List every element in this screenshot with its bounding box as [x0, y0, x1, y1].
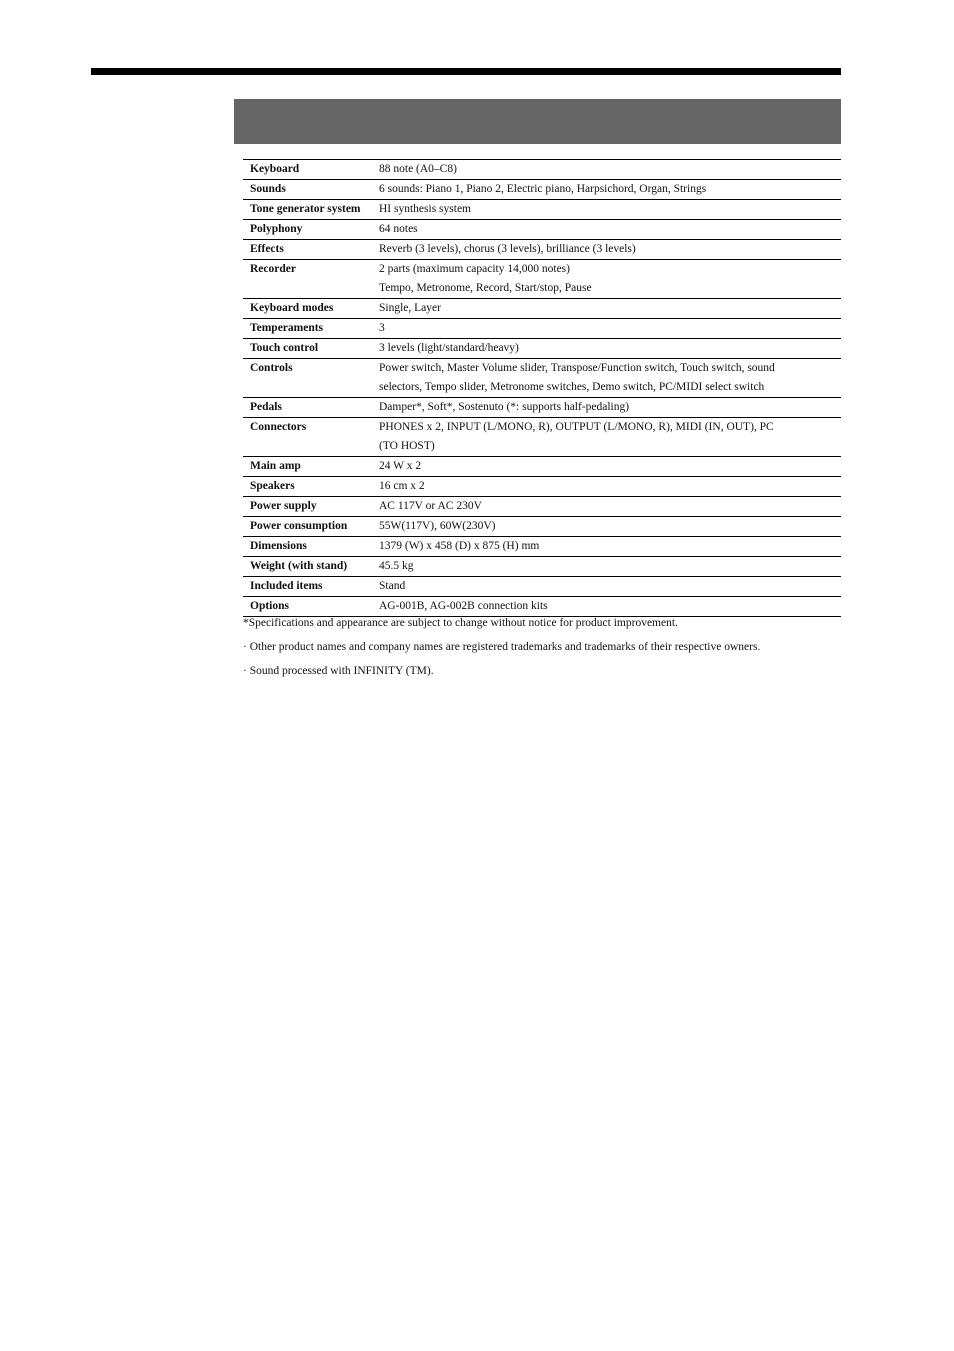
- spec-label: Recorder: [250, 263, 296, 275]
- spec-row: [243, 240, 841, 260]
- spec-value-line: 3 levels (light/standard/heavy): [379, 342, 519, 354]
- spec-value: [379, 240, 841, 260]
- spec-label: Sounds: [250, 183, 286, 195]
- spec-label: Dimensions: [250, 540, 307, 552]
- spec-value: [379, 477, 841, 497]
- spec-value: [379, 160, 841, 180]
- spec-value: [379, 557, 841, 577]
- footnote: *Specifications and appearance are subject to change without notice for product improvement.: [243, 617, 678, 629]
- spec-value-line: 24 W x 2: [379, 460, 422, 472]
- spec-label: Pedals: [250, 401, 282, 413]
- spec-label: Effects: [250, 243, 284, 255]
- spec-label: Controls: [250, 362, 293, 374]
- spec-row: [243, 418, 841, 457]
- spec-value-line: 3: [379, 322, 385, 334]
- spec-label: Speakers: [250, 480, 295, 492]
- spec-value: [379, 359, 841, 398]
- spec-label: Connectors: [250, 421, 307, 433]
- footnote: · Sound processed with INFINITY (TM).: [243, 665, 434, 677]
- spec-row: [243, 339, 841, 359]
- spec-value: [379, 517, 841, 537]
- spec-row: [243, 220, 841, 240]
- spec-value-line: 88 note (A0–C8): [379, 163, 457, 175]
- spec-value-line: selectors, Tempo slider, Metronome switches, Demo switch, PC/MIDI select switch: [379, 381, 765, 393]
- spec-value-line: PHONES x 2, INPUT (L/MONO, R), OUTPUT (L/MONO, R), MIDI (IN, OUT), PC: [379, 421, 774, 433]
- spec-label: Included items: [250, 580, 323, 592]
- spec-value: [379, 200, 841, 220]
- spec-value: [379, 299, 841, 319]
- section-title-bar: [234, 99, 841, 144]
- spec-table: [243, 159, 841, 617]
- spec-value-line: (TO HOST): [379, 440, 435, 452]
- spec-row: [243, 260, 841, 299]
- spec-label: Options: [250, 600, 289, 612]
- spec-row: [243, 557, 841, 577]
- spec-value: [379, 180, 841, 200]
- spec-label: Main amp: [250, 460, 301, 472]
- spec-value: [379, 577, 841, 597]
- spec-value-line: AG-001B, AG-002B connection kits: [379, 600, 548, 612]
- spec-value-line: Reverb (3 levels), chorus (3 levels), brilliance (3 levels): [379, 243, 636, 255]
- spec-value: [379, 537, 841, 557]
- spec-value: [379, 457, 841, 477]
- spec-value: [379, 497, 841, 517]
- spec-label: Tone generator system: [250, 203, 361, 215]
- top-rule: [91, 68, 841, 75]
- spec-row: [243, 299, 841, 319]
- spec-value-line: 6 sounds: Piano 1, Piano 2, Electric piano, Harpsichord, Organ, Strings: [379, 183, 707, 195]
- spec-row: [243, 398, 841, 418]
- footnote: · Other product names and company names are registered trademarks and trademarks of their respective owners.: [243, 641, 761, 653]
- spec-value-line: Power switch, Master Volume slider, Transpose/Function switch, Touch switch, sound: [379, 362, 775, 374]
- spec-row: [243, 359, 841, 398]
- spec-value-line: Tempo, Metronome, Record, Start/stop, Pause: [379, 282, 592, 294]
- spec-label: Polyphony: [250, 223, 303, 235]
- spec-row: [243, 517, 841, 537]
- spec-label: Power supply: [250, 500, 317, 512]
- spec-value-line: 45.5 kg: [379, 560, 414, 572]
- spec-row: [243, 577, 841, 597]
- spec-value-line: Damper*, Soft*, Sostenuto (*: supports half-pedaling): [379, 401, 630, 413]
- spec-value: [379, 260, 841, 299]
- spec-row: [243, 477, 841, 497]
- spec-value-line: HI synthesis system: [379, 203, 471, 215]
- spec-row: [243, 457, 841, 477]
- spec-row: [243, 497, 841, 517]
- spec-row: [243, 319, 841, 339]
- spec-value-line: AC 117V or AC 230V: [379, 500, 482, 512]
- spec-label: Keyboard: [250, 163, 300, 175]
- spec-label: Power consumption: [250, 520, 348, 532]
- spec-value-line: 1379 (W) x 458 (D) x 875 (H) mm: [379, 540, 540, 552]
- spec-row: [243, 180, 841, 200]
- spec-value-line: 64 notes: [379, 223, 418, 235]
- spec-label: Temperaments: [250, 322, 324, 334]
- spec-label: Touch control: [250, 342, 319, 354]
- spec-row: [243, 537, 841, 557]
- spec-value: [379, 220, 841, 240]
- spec-value: [379, 339, 841, 359]
- spec-label: Keyboard modes: [250, 302, 334, 314]
- spec-value: [379, 398, 841, 418]
- spec-row: [243, 200, 841, 220]
- spec-value-line: Stand: [379, 580, 406, 592]
- spec-value: [379, 418, 841, 457]
- spec-value-line: Single, Layer: [379, 302, 441, 314]
- spec-value-line: 16 cm x 2: [379, 480, 425, 492]
- spec-value: [379, 319, 841, 339]
- spec-row: [243, 160, 841, 180]
- spec-value-line: 2 parts (maximum capacity 14,000 notes): [379, 263, 570, 275]
- notes: [243, 611, 863, 683]
- spec-value-line: 55W(117V), 60W(230V): [379, 520, 496, 532]
- spec-label: Weight (with stand): [250, 560, 348, 572]
